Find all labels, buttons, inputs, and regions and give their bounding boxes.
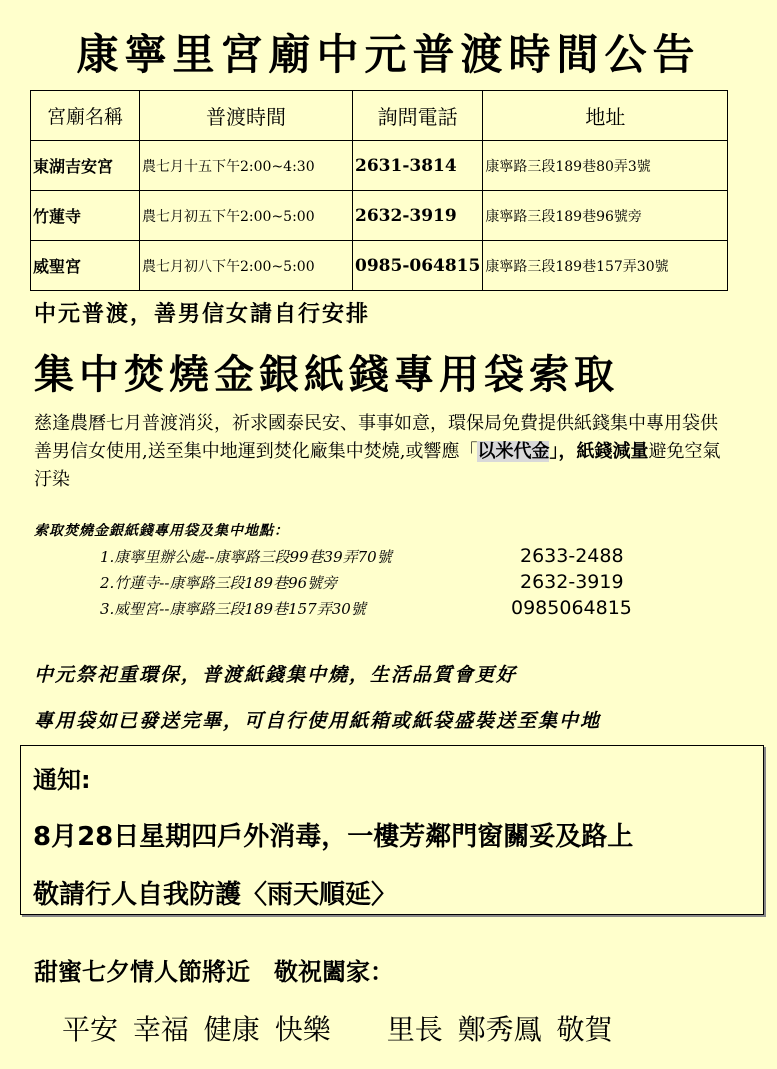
- notice-box: [20, 745, 764, 915]
- temple-name: 竹蓮寺: [31, 191, 140, 241]
- temple-name: 威聖宮: [31, 241, 140, 291]
- greeting-line: 甜蜜七夕情人節將近 敬祝闔家：: [34, 958, 394, 986]
- notice-title: 通知:: [33, 766, 91, 794]
- location-item: 3.威聖宮--康寧路三段189巷157弄30號: [100, 600, 366, 618]
- temple-time: 農七月十五下午2:00~4:30: [140, 141, 353, 191]
- temple-address: 康寧路三段189巷80弄3號: [483, 141, 728, 191]
- header-temple-name: 宮廟名稱: [31, 91, 140, 141]
- temple-phone: 2631-3814: [353, 141, 483, 191]
- temple-name: 東湖吉安宮: [31, 141, 140, 191]
- location-phone: 0985064815: [511, 597, 632, 619]
- location-item: 2.竹蓮寺--康寧路三段189巷96號旁: [100, 574, 338, 592]
- temple-time: 農七月初八下午2:00~5:00: [140, 241, 353, 291]
- header-address: 地址: [483, 91, 728, 141]
- subtitle: 中元普渡，善男信女請自行安排: [34, 301, 371, 327]
- temple-phone: 0985-064815: [353, 241, 483, 291]
- header-phone: 詢問電話: [353, 91, 483, 141]
- bold-text: 紙錢減量: [576, 441, 649, 462]
- table-row: [31, 141, 728, 191]
- location-phone: 2633-2488: [520, 545, 624, 567]
- slogan: 專用袋如已發送完畢，可自行使用紙箱或紙袋盛裝送至集中地: [34, 710, 602, 732]
- header-time: 普渡時間: [140, 91, 353, 141]
- locations-heading: 索取焚燒金銀紙錢專用袋及集中地點：: [34, 523, 289, 539]
- table-row: [31, 191, 728, 241]
- headline: 集中焚燒金銀紙錢專用袋索取: [34, 351, 619, 398]
- paragraph-text: 」，: [549, 441, 577, 462]
- temple-schedule-table: [30, 90, 728, 291]
- table-header-row: [31, 91, 728, 141]
- highlight-text: 以米代金: [477, 441, 550, 462]
- page-title: 康寧里宮廟中元普渡時間公告: [76, 30, 701, 79]
- paragraph-text: 慈逢農曆七月普渡消災，祈求國泰民安、事事如意，環保局免費提供紙錢集中專用袋供善男信女使用,送至集中地運到焚化廠集中焚燒,或響應「: [34, 413, 718, 462]
- slogan: 中元祭祀重環保，普渡紙錢集中燒，生活品質會更好: [34, 664, 518, 686]
- location-phone: 2632-3919: [520, 571, 624, 593]
- paragraph-text: 避免空氣汙染: [34, 441, 721, 490]
- notice-line: 敬請行人自我防護〈雨天順延〉: [33, 880, 398, 910]
- table-row: [31, 241, 728, 291]
- notice-line: 8月28日星期四戶外消毒，一樓芳鄰門窗關妥及路上: [33, 822, 634, 852]
- description-paragraph: [34, 410, 734, 494]
- temple-time: 農七月初五下午2:00~5:00: [140, 191, 353, 241]
- greeting-wishes: 平安 幸福 健康 快樂 里長 鄭秀鳳 敬賀: [62, 1013, 613, 1046]
- temple-phone: 2632-3919: [353, 191, 483, 241]
- location-item: 1.康寧里辦公處--康寧路三段99巷39弄70號: [100, 548, 392, 566]
- temple-address: 康寧路三段189巷157弄30號: [483, 241, 728, 291]
- temple-address: 康寧路三段189巷96號旁: [483, 191, 728, 241]
